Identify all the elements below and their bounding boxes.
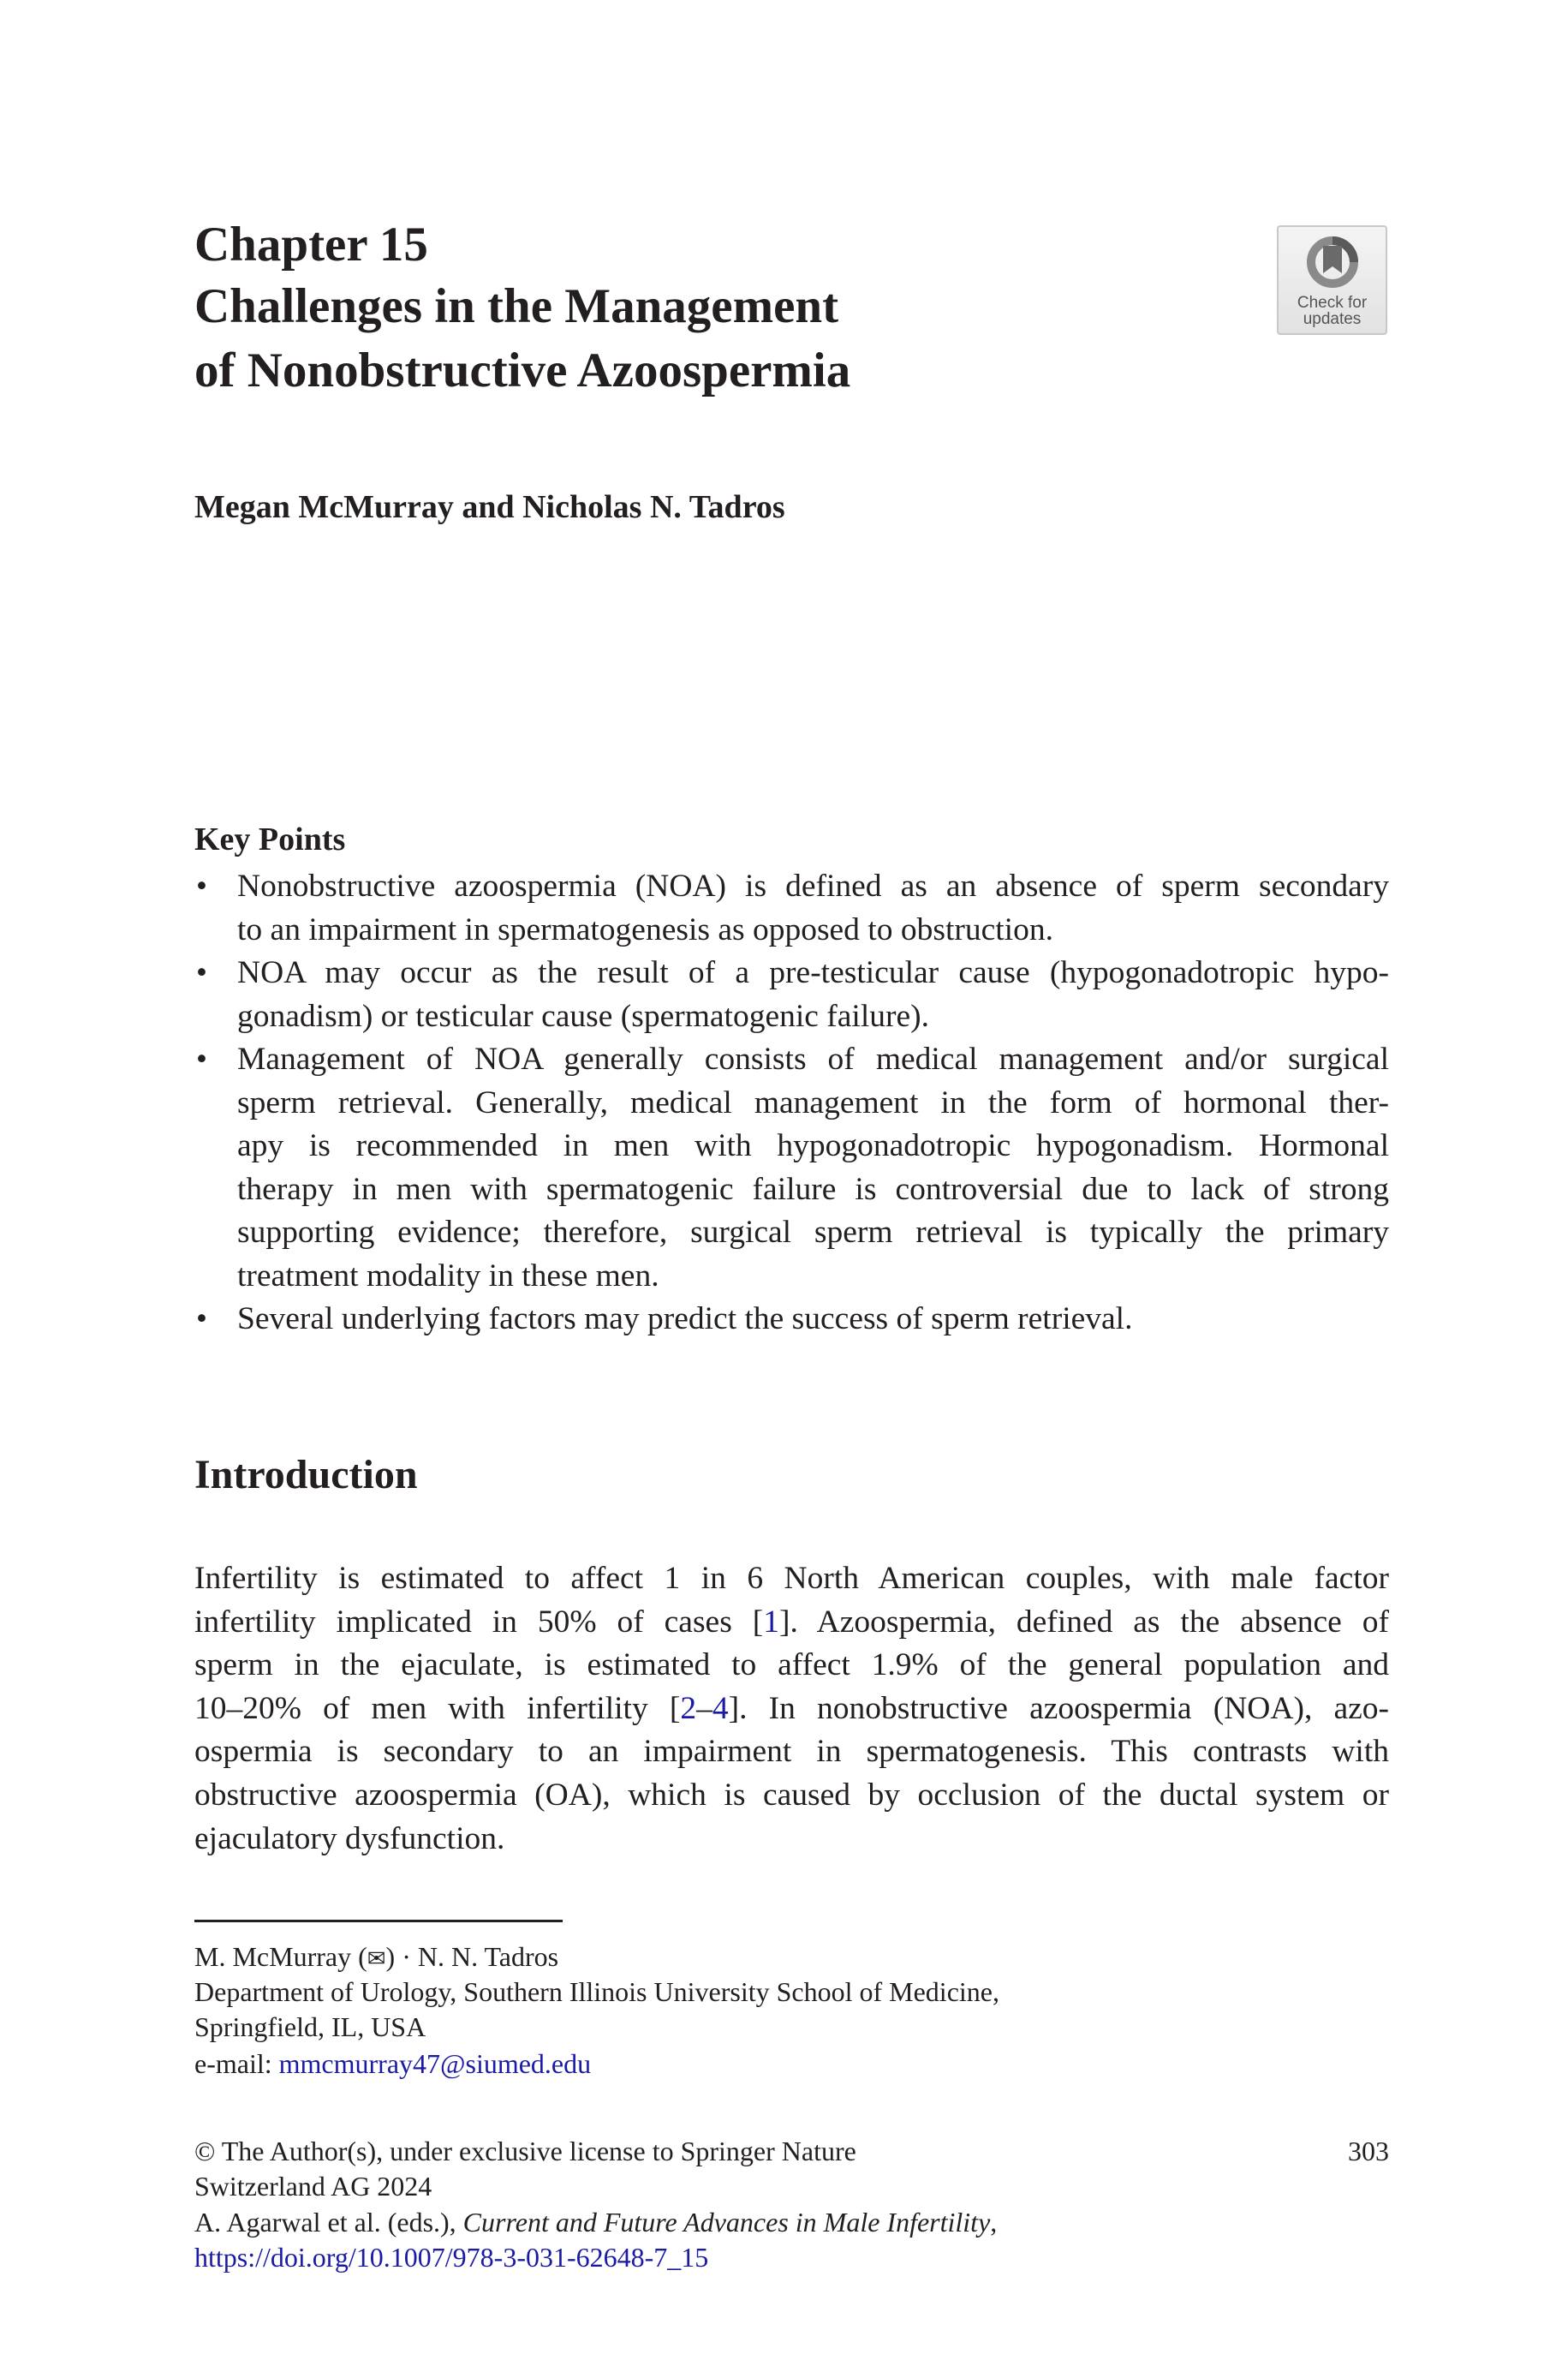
copyright-line: Switzerland AG 2024 — [194, 2171, 432, 2202]
citation-line — [194, 2205, 997, 2240]
text: ]. In nonobstructive azoospermia (NOA), azo- — [728, 1690, 1390, 1726]
text: M. McMurray ( — [194, 1941, 367, 1972]
email-link[interactable]: mmcmurray47@siumed.edu — [278, 2048, 592, 2079]
text: A. Agarwal et al. (eds.), — [194, 2207, 463, 2238]
text-line — [194, 1688, 1389, 1731]
text-line — [194, 1644, 1389, 1688]
text-line — [194, 1601, 1389, 1645]
footnote-rule — [194, 1920, 563, 1922]
text-line — [194, 1730, 1389, 1774]
text-line — [237, 909, 1389, 953]
text-line — [194, 1774, 1389, 1818]
text: sperm in the ejaculate, is estimated to affect 1.9% of the general population and — [194, 1647, 1389, 1683]
bullet-icon: • — [196, 1042, 207, 1077]
envelope-icon: ✉ — [367, 1946, 386, 1972]
text: apy is recommended in men with hypogonadotropic hypogonadism. Hormonal — [237, 1128, 1389, 1163]
badge-text: updates — [1303, 310, 1362, 328]
text: sperm retrieval. Generally, medical management in the form of hormonal ther- — [237, 1084, 1389, 1120]
chapter-title — [194, 274, 850, 403]
text-line — [237, 952, 1389, 995]
text: ospermia is secondary to an impairment in spermatogenesis. This contrasts with — [194, 1734, 1389, 1770]
text-line — [237, 995, 1389, 1039]
text: Infertility is estimated to affect 1 in 6 North American couples, with male factor — [194, 1561, 1389, 1596]
reference-link[interactable]: 1 — [763, 1604, 779, 1640]
text: NOA may occur as the result of a pre-testicular cause (hypogonadotropic hypo- — [237, 955, 1389, 990]
text: ) · N. N. Tadros — [385, 1941, 559, 1972]
email-line — [194, 2046, 591, 2082]
text-line — [237, 1255, 1389, 1299]
bullet-icon: • — [196, 869, 207, 904]
text: treatment modality in these men. — [237, 1258, 659, 1294]
text: therapy in men with spermatogenic failure is controversial due to lack of strong — [237, 1171, 1389, 1207]
text: to an impairment in spermatogenesis as opposed to obstruction. — [237, 911, 1053, 947]
text-line — [194, 1557, 1389, 1601]
text: Nonobstructive azoospermia (NOA) is defined as an absence of sperm secondary — [237, 869, 1389, 904]
copyright-line: © The Author(s), under exclusive license to Springer Nature — [194, 2136, 856, 2166]
reference-link[interactable]: 2 — [680, 1690, 697, 1726]
key-points-heading: Key Points — [194, 822, 346, 857]
title-line: Challenges in the Management — [194, 279, 839, 333]
text: – — [696, 1690, 712, 1726]
bullet-icon: • — [196, 955, 207, 990]
text: Management of NOA generally consists of medical management and/or surgical — [237, 1042, 1389, 1077]
badge-text: Check for — [1297, 294, 1368, 312]
text-line — [194, 1818, 1389, 1861]
text: ejaculatory dysfunction. — [194, 1820, 505, 1856]
text: infertility implicated in 50% of cases [ — [194, 1604, 764, 1640]
title-line: of Nonobstructive Azoospermia — [194, 344, 851, 397]
chapter-number: Chapter 15 — [194, 218, 428, 272]
text: Several underlying factors may predict the success of sperm retrieval. — [237, 1301, 1133, 1336]
authors: Megan McMurray and Nicholas N. Tadros — [194, 489, 785, 525]
bookmark-ring-icon — [1304, 234, 1361, 290]
text: 10–20% of men with infertility [ — [194, 1690, 681, 1726]
email-label: e-mail: — [194, 2048, 279, 2079]
introduction-heading: Introduction — [194, 1452, 418, 1497]
text-line — [237, 1125, 1389, 1168]
affiliation: Department of Urology, Southern Illinois University School of Medicine, — [194, 1976, 999, 2007]
book-title: Current and Future Advances in Male Infertility — [462, 2207, 991, 2238]
text-line — [237, 1038, 1389, 1082]
text: , — [990, 2207, 998, 2238]
text-line — [237, 865, 1389, 909]
text: obstructive azoospermia (OA), which is caused by occlusion of the ductal system or — [194, 1778, 1389, 1813]
text-line — [237, 1298, 1389, 1341]
page-number: 303 — [1348, 2136, 1389, 2166]
doi-link[interactable]: https://doi.org/10.1007/978-3-031-62648-7_15 — [194, 2242, 709, 2273]
check-for-updates-badge[interactable] — [1277, 225, 1387, 335]
text: gonadism) or testicular cause (spermatogenic failure). — [237, 998, 930, 1034]
footnote-authors — [194, 1939, 558, 1977]
affiliation: Springfield, IL, USA — [194, 2011, 426, 2042]
text-line — [237, 1082, 1389, 1126]
text: supporting evidence; therefore, surgical sperm retrieval is typically the primary — [237, 1215, 1389, 1250]
reference-link[interactable]: 4 — [712, 1690, 729, 1726]
doi-line — [194, 2240, 708, 2275]
text-line — [237, 1168, 1389, 1212]
text: ]. Azoospermia, defined as the absence of — [778, 1604, 1389, 1640]
text-line — [237, 1211, 1389, 1255]
bullet-icon: • — [196, 1301, 207, 1336]
